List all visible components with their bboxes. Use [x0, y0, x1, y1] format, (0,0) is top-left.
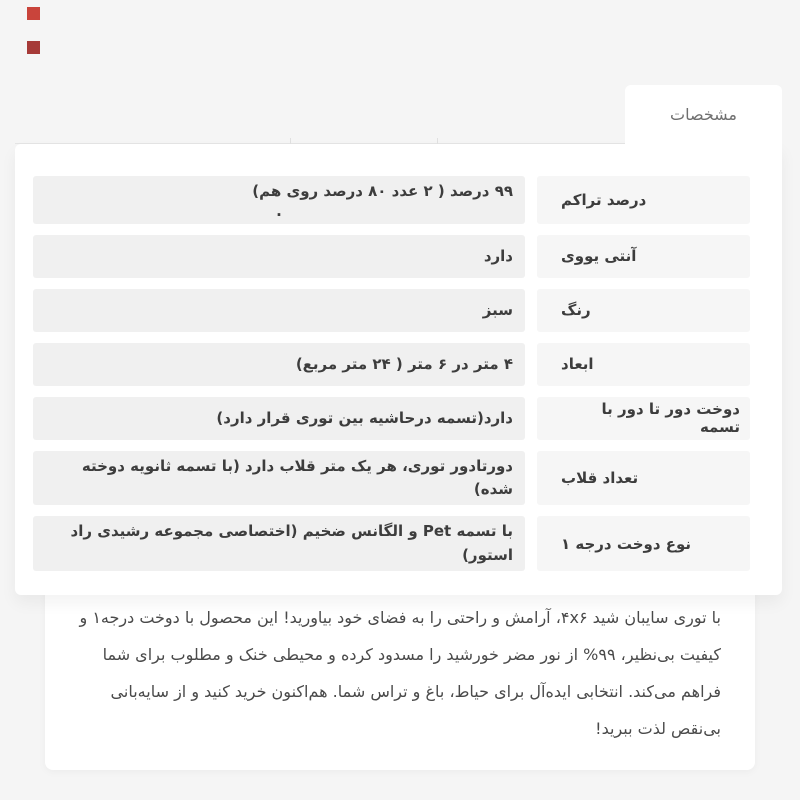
product-description-text: با توری سایبان شید ۴x۶، آرامش و راحتی را به فضای خود بیاورید! این محصول با دوخت درجه۱ و کیفیت بی‌نظیر، ۹۹% از نور مضر خورشید را مسدود کرده و محیطی خنک و مطلوب برای شما فراهم می‌کند. انتخابی ایده‌آل برای حیاط، باغ و تراس شما. هم‌اکنون خرید کنید و از سایه‌بانی بی‌نقص لذت ببرید!	[79, 608, 721, 738]
spec-value-text: دارد	[483, 246, 513, 265]
red-square-marker-top	[27, 7, 40, 20]
spec-label: رنگ	[537, 289, 750, 332]
spec-value	[33, 235, 525, 278]
specifications-table	[15, 144, 782, 595]
spec-value	[33, 451, 525, 506]
spec-value	[33, 289, 525, 332]
spec-label: آنتی یووی	[537, 235, 750, 278]
spec-value-text: ۹۹ درصد ( ۲ عدد ۸۰ درصد روی هم)	[252, 182, 513, 200]
spec-value	[33, 397, 525, 440]
spec-row	[33, 343, 750, 386]
spec-row	[33, 289, 750, 332]
spec-row	[33, 176, 750, 224]
tab-specifications[interactable]	[625, 85, 782, 144]
spec-value	[33, 516, 525, 571]
spec-value-text: دارد(تسمه درحاشیه بین توری قرار دارد)	[216, 408, 513, 427]
spec-row	[33, 235, 750, 278]
spec-value-text: با تسمه Pet و الگانس ضخیم (اختصاصی مجموعه رشیدی راد استور)	[70, 522, 513, 564]
spec-label: دوخت دور تا دور با تسمه	[537, 397, 750, 440]
spec-row	[33, 451, 750, 506]
red-square-marker-bottom	[27, 41, 40, 54]
spec-value-text: دورتادور توری، هر یک متر قلاب دارد (با تسمه ثانویه دوخته شده)	[81, 456, 513, 498]
spec-label: درصد تراکم	[537, 176, 750, 224]
spec-value-text: ۴ متر در ۶ متر ( ۲۴ متر مربع)	[295, 354, 513, 373]
tab-specifications-label: مشخصات	[670, 105, 737, 124]
spec-label: نوع دوخت درجه ۱	[537, 516, 750, 571]
spec-value	[33, 176, 525, 224]
spec-value	[33, 343, 525, 386]
product-description-card	[45, 576, 755, 770]
spec-row	[33, 516, 750, 571]
spec-label: تعداد قلاب	[537, 451, 750, 506]
spec-row	[33, 397, 750, 440]
spec-label: ابعاد	[537, 343, 750, 386]
spec-value-note: .	[276, 202, 282, 221]
spec-value-text: سبز	[482, 300, 513, 319]
